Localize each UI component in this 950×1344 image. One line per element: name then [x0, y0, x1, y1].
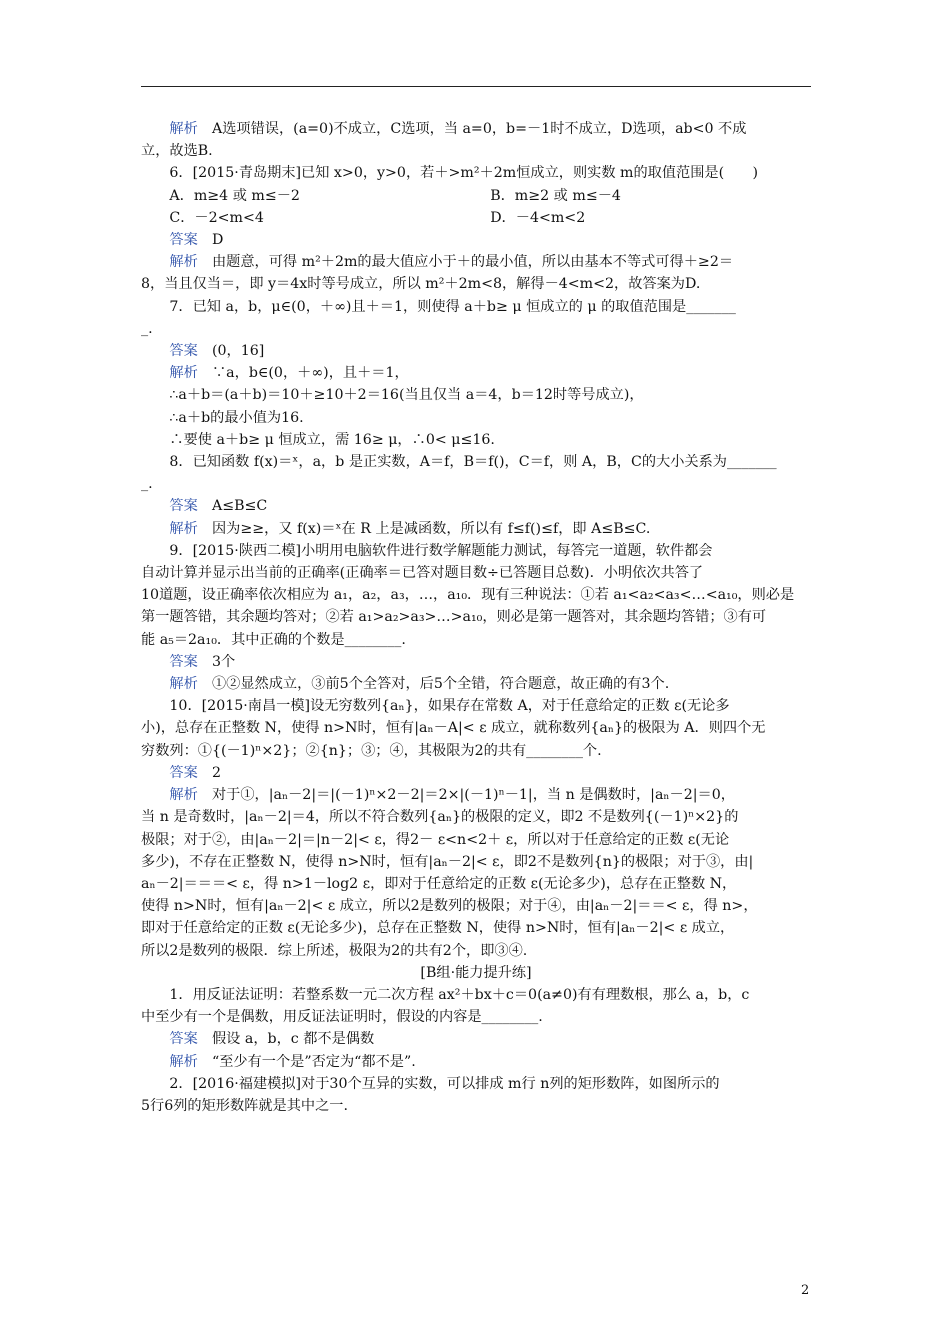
line-text: 多少)，不存在正整数 N，使得 n>N时，恒有|aₙ－2|< ε，即2不是数列{n}的极限；对于③，由|: [141, 853, 754, 870]
text-line: [141, 851, 811, 873]
header-rule: [141, 86, 811, 87]
text-line: [141, 873, 811, 895]
text-line: [141, 1095, 811, 1117]
text-line: [141, 1073, 811, 1095]
option-item: D．－4<m<2: [490, 209, 586, 226]
option-item: A．m≥4 或 m≤－2: [169, 187, 300, 204]
line-text: 10道题，设正确率依次相应为 a₁，a₂，a₃，…，a₁₀．现有三种说法：①若 a₁<a₂<a₃<…<a₁₀，则必是: [141, 587, 795, 604]
line-text: 自动计算并显示出当前的正确率(正确率＝已答对题目数÷已答题目总数)．小明依次共答了: [141, 565, 704, 582]
line-text: ∴a＋b＝(a＋b)＝10＋≥10＋2＝16(当且仅当 a＝4，b＝12时等号成立)，: [169, 387, 644, 404]
text-line: [141, 717, 811, 739]
line-text: ∴a＋b的最小值为16.: [169, 409, 304, 426]
answer-label: 解析: [169, 520, 198, 537]
line-text: ∴要使 a＋b≥ μ 恒成立，需 16≥ μ，∴0< μ≤16.: [169, 431, 495, 448]
line-text: A选项错误，(a=0)不成立，C选项，当 a=0，b=－1时不成立，D选项，ab<0 不成: [211, 121, 747, 137]
line-text: 因为≥≥，又 f(x)＝ˣ在 R 上是减函数，所以有 f≤f()≤f，即 A≤B≤C.: [211, 520, 651, 537]
page-number: 2: [801, 1283, 810, 1298]
text-line: [141, 940, 811, 962]
answer-label: 答案: [169, 653, 198, 670]
line-text: A≤B≤C: [211, 498, 268, 515]
text-line: [141, 451, 811, 473]
answer-label: 解析: [169, 254, 198, 271]
text-line: [141, 584, 811, 606]
line-text: 立，故选B.: [141, 143, 213, 160]
text-line: [141, 829, 811, 851]
line-text: 穷数列：①{(－1)ⁿ×2}；②{n}；③；④，其极限为2的共有________个.: [141, 742, 602, 759]
answer-label: 答案: [169, 232, 198, 249]
answer-label: 解析: [169, 1053, 198, 1070]
option-item: B．m≥2 或 m≤－4: [490, 187, 621, 204]
text-line: [141, 362, 811, 384]
text-line: [141, 695, 811, 717]
text-line: [141, 407, 811, 429]
text-line: [141, 340, 811, 362]
text-line: [141, 762, 811, 784]
text-line: [141, 740, 811, 762]
line-text: 当 n 是奇数时，|aₙ－2|＝4，所以不符合数列{aₙ}的极限的定义，即2 不是数列{(－1)ⁿ×2}的: [141, 809, 739, 826]
line-text: 能 a₅＝2a₁₀．其中正确的个数是________.: [141, 631, 406, 648]
text-line: [141, 651, 811, 673]
line-text: 10．[2015·南昌一模]设无穷数列{aₙ}，如果存在常数 A，对于任意给定的正数 ε(无论多: [169, 698, 730, 715]
answer-label: 答案: [169, 764, 198, 781]
line-text: 2: [211, 764, 222, 781]
text-line: [141, 562, 811, 584]
line-text: aₙ－2|＝＝＝< ε，得 n>1－log2 ε，即对于任意给定的正数 ε(无论多少)，总存在正整数 N，: [141, 875, 737, 892]
text-line: [141, 540, 811, 562]
section-heading: [B组·能力提升练]: [420, 964, 532, 981]
text-line: [141, 296, 811, 318]
answer-label: 解析: [169, 365, 198, 382]
line-text: 3个: [211, 653, 236, 670]
document-body: [141, 118, 811, 1117]
answer-label: 答案: [169, 343, 198, 360]
text-line: [141, 229, 811, 251]
text-line: [141, 429, 811, 451]
line-text: “至少有一个是”否定为“都不是”.: [211, 1053, 416, 1070]
text-line: [141, 606, 811, 628]
text-line: [141, 673, 811, 695]
line-text: 所以2是数列的极限．综上所述，极限为2的共有2个，即③④.: [141, 942, 528, 959]
line-text: 2．[2016·福建模拟]对于30个互异的实数，可以排成 m行 n列的矩形数阵，如图所示的: [169, 1075, 720, 1092]
line-text: 极限；对于②，由|aₙ－2|＝|n－2|< ε，得2－ ε<n<2＋ ε，所以对于任意给定的正数 ε(无论: [141, 831, 730, 848]
option-item: C．－2<m<4: [169, 209, 264, 226]
answer-label: 答案: [169, 1031, 198, 1048]
line-text: 对于①，|aₙ－2|＝|(－1)ⁿ×2－2|＝2×|(－1)ⁿ－1|，当 n 是偶数时，|aₙ－2|＝0，: [211, 787, 735, 804]
answer-label: 解析: [169, 676, 198, 693]
option-row: [141, 185, 811, 207]
line-text: 5行6列的矩形数阵就是其中之一.: [141, 1097, 349, 1114]
text-line: [141, 984, 811, 1006]
text-line: [141, 784, 811, 806]
text-line: [141, 917, 811, 939]
line-text: 中至少有一个是偶数，用反证法证明时，假设的内容是________.: [141, 1009, 543, 1026]
text-line: [141, 629, 811, 651]
line-text: 7．已知 a，b，μ∈(0，＋∞)且＋＝1，则使得 a＋b≥ μ 恒成立的 μ 的取值范围是_______: [169, 298, 736, 315]
line-text: 6．[2015·青岛期末]已知 x>0，y>0，若＋>m²＋2m恒成立，则实数 m的取值范围是( ): [169, 165, 759, 182]
line-text: 使得 n>N时，恒有|aₙ－2|< ε 成立，所以2是数列的极限；对于④，由|aₙ－2|＝＝< ε，得 n>，: [141, 898, 758, 915]
text-line: [141, 518, 811, 540]
answer-label: 答案: [169, 498, 198, 515]
text-line: [141, 273, 811, 295]
text-line: [141, 1051, 811, 1073]
text-line: [141, 473, 811, 495]
text-line: [141, 806, 811, 828]
line-text: (0，16]: [211, 343, 265, 360]
line-text: 9．[2015·陕西二模]小明用电脑软件进行数学解题能力测试，每答完一道题，软件都会: [169, 542, 713, 559]
text-line: [141, 318, 811, 340]
text-line: [141, 1028, 811, 1050]
line-text: 小)，总存在正整数 N，使得 n>N时，恒有|aₙ－A|< ε 成立，就称数列{aₙ}的极限为 A．则四个无: [141, 720, 766, 737]
line-text: _.: [141, 476, 153, 493]
line-text: ①②显然成立，③前5个全答对，后5个全错，符合题意，故正确的有3个.: [211, 676, 670, 693]
text-line: [141, 384, 811, 406]
line-text: 1．用反证法证明：若整系数一元二次方程 ax²＋bx＋c＝0(a≠0)有有理数根，那么 a，b，c: [169, 986, 750, 1003]
line-text: D: [211, 232, 224, 249]
text-line: [141, 1006, 811, 1028]
text-line: [141, 895, 811, 917]
text-line: [141, 251, 811, 273]
line-text: _.: [141, 320, 153, 337]
line-text: 由题意，可得 m²＋2m的最大值应小于＋的最小值，所以由基本不等式可得＋≥2＝: [211, 254, 734, 271]
line-text: 第一题答错，其余题均答对；②若 a₁>a₂>a₃>…>a₁₀，则必是第一题答对，其余题均答错；③有可: [141, 609, 767, 626]
answer-label: 解析: [169, 121, 198, 137]
line-text: 即对于任意给定的正数 ε(无论多少)，总存在正整数 N，使得 n>N时，恒有|aₙ－2|< ε 成立，: [141, 920, 735, 937]
text-line: [141, 162, 811, 184]
line-text: 假设 a，b，c 都不是偶数: [211, 1031, 375, 1048]
answer-label: 解析: [169, 787, 198, 804]
text-line: [141, 495, 811, 517]
text-line: [141, 118, 811, 140]
line-text: ∵a，b∈(0，＋∞)，且＋＝1，: [211, 365, 409, 382]
text-line: [141, 140, 811, 162]
line-text: 8．已知函数 f(x)＝ˣ，a，b 是正实数，A＝f，B＝f()，C＝f，则 A，B，C的大小关系为_______: [169, 454, 777, 471]
line-text: 8，当且仅当＝，即 y＝4x时等号成立，所以 m²＋2m<8，解得－4<m<2，故答案为D.: [141, 276, 701, 293]
option-row: [141, 207, 811, 229]
